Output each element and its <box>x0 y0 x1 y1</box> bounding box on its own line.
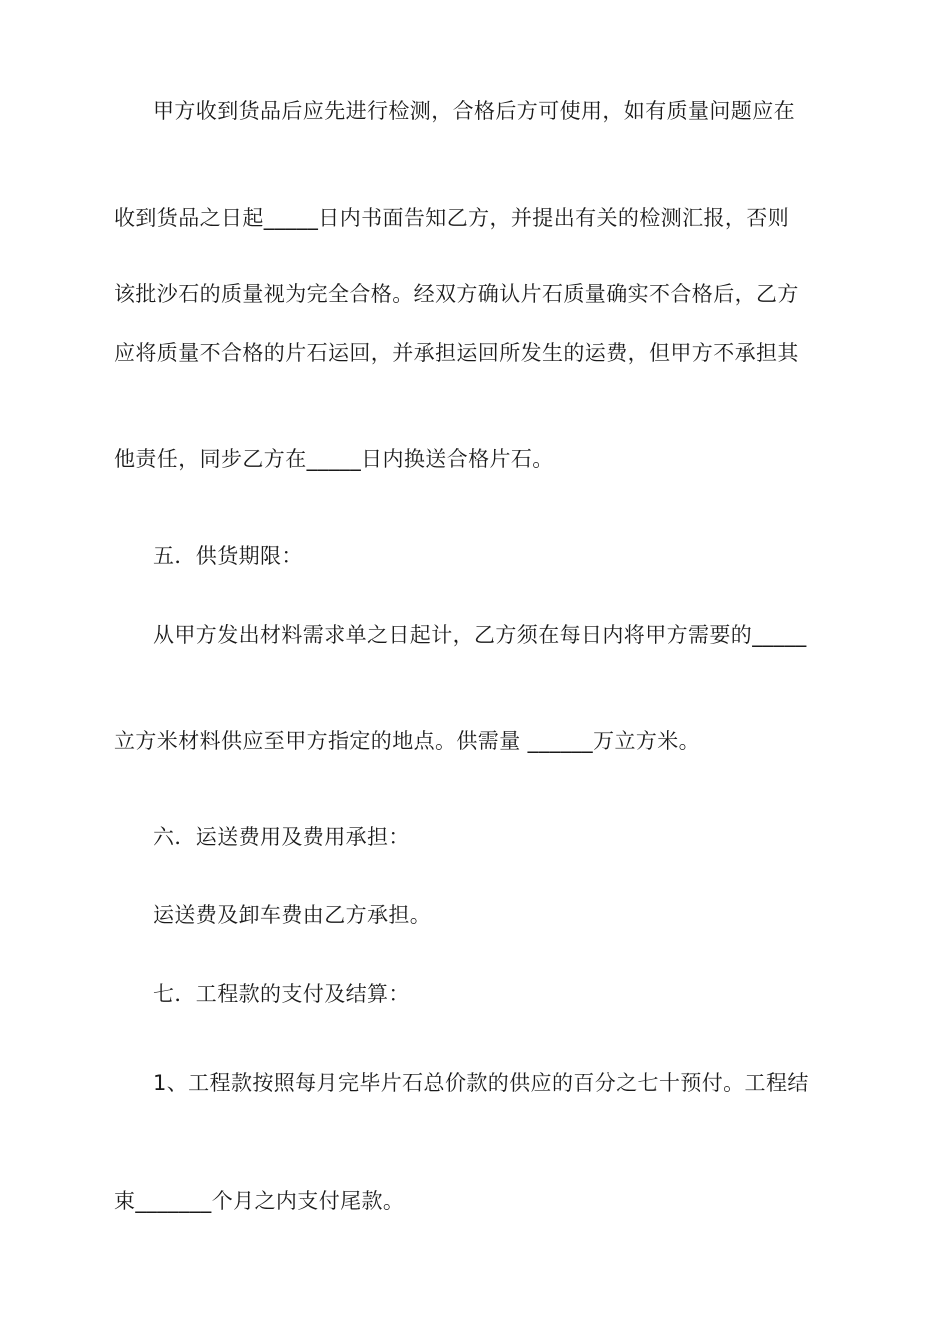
section-heading-supply-period: 五．供货期限： <box>153 544 303 568</box>
paragraph-line-1: 甲方收到货品后应先进行检测，合格后方可使用，如有质量问题应在 <box>153 99 795 123</box>
paragraph-line-4: 应将质量不合格的片石运回，并承担运回所发生的运费，但甲方不承担其 <box>114 341 799 365</box>
paragraph-line-5: 他责任，同步乙方在_____日内换送合格片石。 <box>114 447 554 471</box>
paragraph-line-7: 立方米材料供应至甲方指定的地点。供需量 ______万立方米。 <box>114 729 701 753</box>
paragraph-line-10: 束_______个月之内支付尾款。 <box>114 1189 405 1213</box>
paragraph-line-6: 从甲方发出材料需求单之日起计，乙方须在每日内将甲方需要的_____ <box>153 623 807 647</box>
paragraph-line-3: 该批沙石的质量视为完全合格。经双方确认片石质量确实不合格后，乙方 <box>114 282 799 306</box>
paragraph-line-8: 运送费及卸车费由乙方承担。 <box>153 903 432 927</box>
paragraph-line-9: 1、工程款按照每月完毕片石总价款的供应的百分之七十预付。工程结 <box>153 1071 809 1095</box>
section-heading-transport-fees: 六．运送费用及费用承担： <box>153 825 410 849</box>
paragraph-line-2: 收到货品之日起_____日内书面告知乙方，并提出有关的检测汇报，否则 <box>114 206 790 230</box>
section-heading-payment: 七．工程款的支付及结算： <box>153 982 410 1006</box>
